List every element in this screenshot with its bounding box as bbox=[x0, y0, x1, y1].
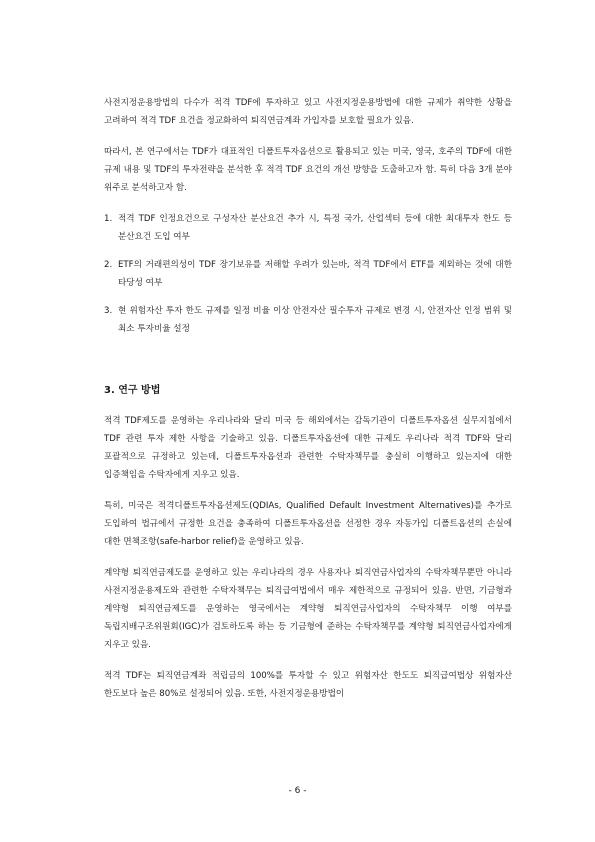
list-item bbox=[104, 210, 512, 246]
method-paragraph-2: 특히, 미국은 적격디폴트투자옵션제도(QDIAs, Qualified Default Investment Alternatives)를 추가로 도입하여 법규에서 규정한 요건을 충족하여 디폴트투자옵션을 선정한 경우 자동가입 디폴트옵션의 손실에 대한 면책조항(safe-harbor relief)을 운영하고 있음. bbox=[104, 501, 512, 547]
list-item-number: 2. bbox=[104, 260, 113, 270]
page-number: - 6 - bbox=[288, 786, 307, 796]
intro-paragraph-2: 따라서, 본 연구에서는 TDF가 대표적인 디폴트투자옵션으로 활용되고 있는 미국, 영국, 호주의 TDF에 대한 규제 내용 및 TDF의 투자전략을 분석한 후 적격 TDF 요건의 개선 방향을 도출하고자 함. 특히 다음 3개 분야 위주로 분석하고자 함. bbox=[104, 147, 512, 193]
list-item bbox=[104, 302, 512, 338]
analysis-list bbox=[104, 210, 512, 338]
list-item-text: ETF의 거래편의성이 TDF 장기보유를 저해할 우려가 있는바, 적격 TDF에서 ETF를 제외하는 것에 대한 타당성 여부 bbox=[118, 260, 512, 288]
list-item bbox=[104, 256, 512, 292]
list-item-number: 3. bbox=[104, 306, 113, 316]
method-paragraph-4: 적격 TDF는 퇴직연금계좌 적립금의 100%를 투자할 수 있고 위험자산 한도도 퇴직급여법상 위험자산 한도보다 높은 80%로 설정되어 있음. 또한, 사전지정운용방법이 bbox=[104, 671, 512, 699]
list-item-number: 1. bbox=[104, 214, 113, 224]
method-paragraph-1: 적격 TDF제도를 운영하는 우리나라와 달리 미국 등 해외에서는 감독기관이 디폴트투자옵션 실무지침에서 TDF 관련 투자 제한 사항을 기술하고 있음. 디폴트투자옵션에 대한 규제도 우리나라 적격 TDF와 달리 포괄적으로 규정하고 있는데, 디폴트투자옵션과 관련한 수탁자책무를 충실히 이행하고 있는지에 대한 입증책임을 수탁자에게 지우고 있음. bbox=[104, 416, 512, 480]
method-paragraph-3: 계약형 퇴직연금제도를 운영하고 있는 우리나라의 경우 사용자나 퇴직연금사업자의 수탁자책무뿐만 아니라 사전지정운용제도와 관련한 수탁자책무는 퇴직급여법에서 매우 제한적으로 규정되어 있음. 반면, 기금형과 계약형 퇴직연금제도를 운영하는 영국에서는 계약형 퇴직연금사업자의 수탁자책무 이행 여부를 독립지배구조위원회(IGC)가 검토하도록 하는 등 기금형에 준하는 수탁자책무를 계약형 퇴직연금사업자에게 지우고 있음. bbox=[104, 568, 512, 650]
page-body bbox=[104, 94, 512, 716]
section-heading: 3. 연구 방법 bbox=[104, 385, 161, 396]
list-item-text: 적격 TDF 인정요건으로 구성자산 분산요건 추가 시, 특정 국가, 산업섹터 등에 대한 최대투자 한도 등 분산요건 도입 여부 bbox=[118, 214, 512, 242]
intro-paragraph-1: 사전지정운용방법의 다수가 적격 TDF에 투자하고 있고 사전지정운용방법에 대한 규제가 취약한 상황을 고려하여 적격 TDF 요건을 정교화하여 퇴직연금계좌 가입자를 보호할 필요가 있음. bbox=[104, 98, 512, 126]
list-item-text: 현 위험자산 투자 한도 규제를 일정 비율 이상 안전자산 필수투자 규제로 변경 시, 안전자산 인정 범위 및 최소 투자비율 설정 bbox=[118, 306, 512, 334]
